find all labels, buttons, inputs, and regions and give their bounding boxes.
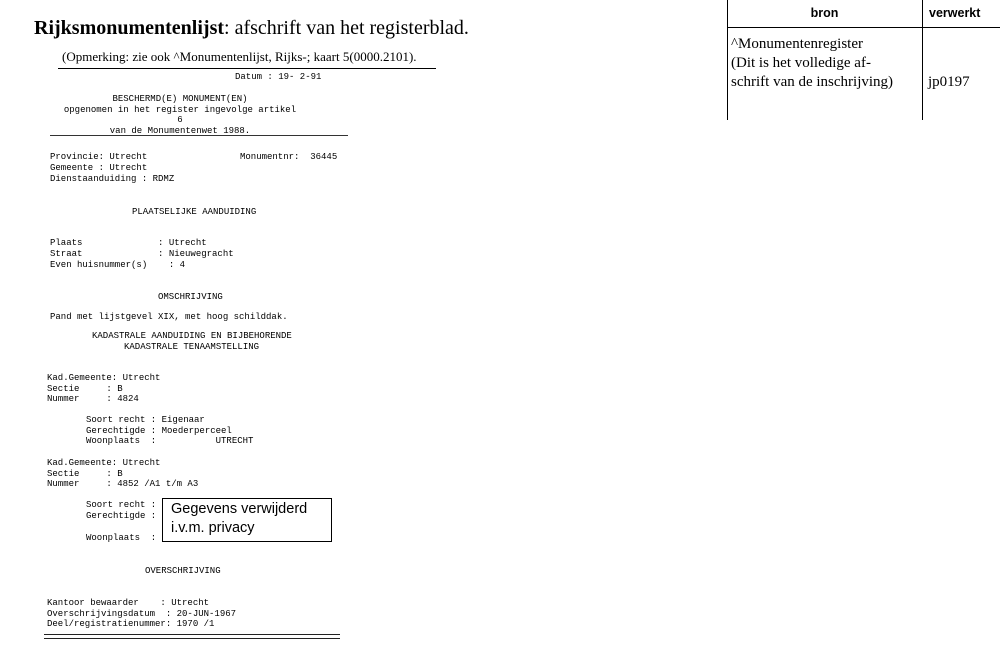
recht1-soort: Soort recht : Eigenaar <box>86 415 205 425</box>
kadastraal-heading-2: KADASTRALE TENAAMSTELLING <box>124 342 260 352</box>
heading-line-2: opgenomen in het register ingevolge artikel 6 <box>63 104 297 125</box>
kadastraal-heading-1: KADASTRALE AANDUIDING EN BIJBEHORENDE <box>92 331 292 341</box>
bron-cell <box>731 35 893 92</box>
recht-block-1 <box>86 415 253 447</box>
bron-line-3: schrift van de inschrijving) <box>731 74 894 90</box>
kad2-nummer: Nummer : 4852 /A1 t/m A3 <box>47 479 199 489</box>
privacy-redaction-box <box>162 498 332 542</box>
heading-line-3: van de Monumentenwet 1988. <box>109 125 251 136</box>
kantoor-line: Kantoor bewaarder : Utrecht <box>47 598 210 608</box>
kad-block-1 <box>47 373 160 405</box>
title-underline <box>58 68 436 69</box>
verwerkt-cell: jp0197 <box>928 74 970 90</box>
privacy-line-2: i.v.m. privacy <box>171 520 255 536</box>
title-bold: Rijksmonumentenlijst <box>34 17 225 39</box>
recht2-soort: Soort recht : <box>86 500 157 510</box>
plaats-line: Plaats : Utrecht <box>50 238 207 248</box>
recht1-gerechtigde: Gerechtigde : Moederperceel <box>86 425 232 436</box>
section-omschrijving: OMSCHRIJVING <box>158 292 223 302</box>
gemeente-line: Gemeente : Utrecht <box>50 163 148 173</box>
register-heading <box>60 94 300 136</box>
title-rest: : afschrift van het registerblad. <box>224 17 469 39</box>
kad2-sectie: Sectie : B <box>47 468 123 479</box>
column-header-bron: bron <box>810 6 839 20</box>
huisnummer-line: Even huisnummer(s) : 4 <box>50 260 186 270</box>
privacy-line-1: Gegevens verwijderd <box>171 501 308 517</box>
recht1-woonplaats: Woonplaats : UTRECHT <box>86 436 254 446</box>
straat-line: Straat : Nieuwegracht <box>50 249 234 259</box>
omschrijving-text: Pand met lijstgevel XIX, met hoog schilddak. <box>50 312 288 322</box>
kad1-gemeente: Kad.Gemeente: Utrecht <box>47 373 161 383</box>
bottom-double-rule <box>44 634 340 639</box>
overschrijvingsdatum-line: Overschrijvingsdatum : 20-JUN-1967 <box>47 608 237 619</box>
overschrijving-block <box>47 598 236 630</box>
provincie-line: Provincie: Utrecht <box>50 152 148 162</box>
remark-text: (Opmerking: zie ook ^Monumentenlijst, Rijks-; kaart 5(0000.2101). <box>62 49 417 64</box>
kad1-sectie: Sectie : B <box>47 383 123 394</box>
source-table <box>727 0 1000 120</box>
column-header-verwerkt: verwerkt <box>929 6 981 20</box>
deel-line: Deel/registratienummer: 1970 /1 <box>47 619 215 629</box>
date-line: Datum : 19- 2-91 <box>235 72 322 82</box>
table-column-divider <box>922 0 923 120</box>
monumentnr-line: Monumentnr: 36445 <box>240 152 338 162</box>
page-title <box>34 17 469 40</box>
bron-line-2: (Dit is het volledige af- <box>731 55 871 71</box>
heading-line-1: BESCHERMD(E) MONUMENT(EN) <box>112 94 248 104</box>
section-plaatselijke: PLAATSELIJKE AANDUIDING <box>132 207 257 217</box>
kad2-gemeente: Kad.Gemeente: Utrecht <box>47 458 161 468</box>
recht2-gerechtigde: Gerechtigde : <box>86 511 157 521</box>
section-overschrijving: OVERSCHRIJVING <box>145 566 221 576</box>
kad1-nummer: Nummer : 4824 <box>47 394 139 404</box>
recht2-woonplaats: Woonplaats : <box>86 533 157 543</box>
kad-block-2 <box>47 458 198 490</box>
dienst-line: Dienstaanduiding : RDMZ <box>50 174 175 184</box>
divider <box>50 135 348 136</box>
bron-line-1: ^Monumentenregister <box>731 36 864 52</box>
table-header-rule <box>727 27 1000 28</box>
